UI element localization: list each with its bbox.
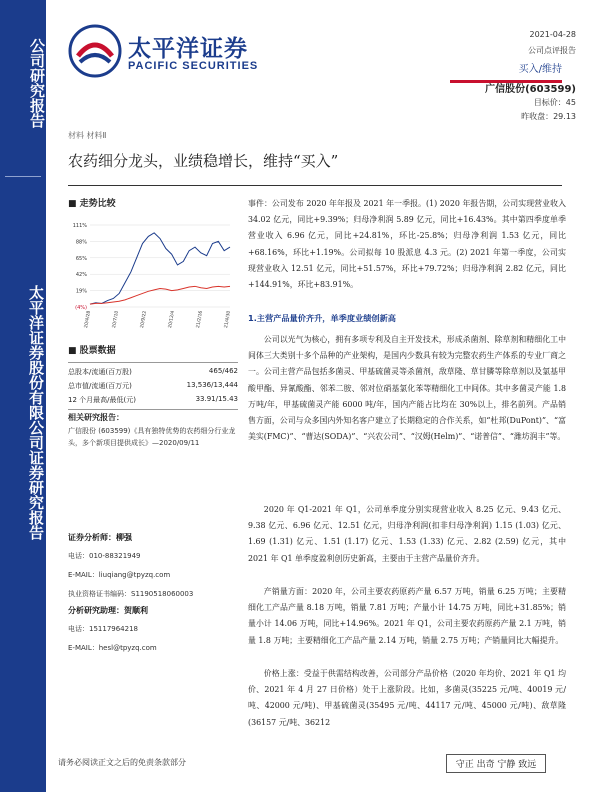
paragraph-price: 价格上涨：受益于供需结构改善，公司部分产品价格（2020 年均价、2021 年 Q1 均价、2021 年 4 月 27 日价格）处于上涨阶段。比如，多菌灵(35225 元/吨、40019 元/吨、42000 元/吨)、甲基硫菌灵(35495 元/吨、44117 元/吨、45000 元/吨)、敌草隆(36157 元/吨、36212 <box>248 669 566 727</box>
sidebar <box>0 0 46 792</box>
logo <box>68 24 278 80</box>
analyst-2-name: 分析研究助理：贺顺利 <box>68 606 148 615</box>
report-date: 2021-04-28 <box>529 30 576 39</box>
x-tick-label: 20/7/10 <box>112 310 120 329</box>
report-type: 公司点评报告 <box>528 46 576 55</box>
x-tick-label: 20/4/28 <box>84 310 92 329</box>
analyst-1-phone: 电话：010-88321949 <box>68 552 141 560</box>
slogan: 守正 出奇 宁静 致远 <box>446 754 546 773</box>
table-row <box>68 393 238 407</box>
sidebar-company: 太平洋证券股份有限公司证券研究报告 <box>27 284 45 540</box>
table-row <box>68 379 238 393</box>
trend-chart <box>66 215 236 345</box>
report-title: 农药细分龙头，业绩稳增长，维持“买入” <box>68 152 339 170</box>
y-tick-label: (4%) <box>75 305 87 311</box>
analyst-1-email: E-MAIL：liuqiang@tpyzq.com <box>68 571 171 579</box>
related-heading: 相关研究报告： <box>68 413 124 422</box>
stock-name: 广信股份(603599) <box>485 84 576 95</box>
table-row <box>68 365 238 379</box>
analyst-1-name: 证券分析师：柳强 <box>68 533 132 542</box>
table-rule <box>68 362 238 363</box>
analyst-1-license: 执业资格证书编码：S1190518060003 <box>68 590 194 598</box>
trend-heading: ■ 走势比较 <box>68 199 116 209</box>
y-tick-label: 42% <box>75 272 87 279</box>
paragraph-business: 公司以光气为核心，拥有多项专利及自主开发技术，形成杀菌剂、除草剂和精细化工中间体三大类别十多个品种的产业架构，是国内少数具有较为完整农药生产体系的专业厂商之一。公司主营产品包括多菌灵、甲基硫菌灵等杀菌剂，敌草隆、草甘膦等除草剂以及氯基甲酸甲酯、异氰酸酯、邻苯二胺、邻对位硝基氯化苯等精细化工中间体。其中多菌灵产能 1.8 万吨/年，甲基硫菌灵产能 6000 吨/年，国内产能占比均在 30%以上，排名前列。产品销售方面，公司与众多国内外知名客户建立了长期稳定的合作关系，如“杜邦(DuPont)”、“富美实(FMC)”、“曹达(SODA)”、“兴农公司”、“汉姆(Helm)”、“诺普信”、“潍坊润丰”等。 <box>248 335 566 442</box>
y-tick-label: 88% <box>75 239 87 246</box>
series-line-0 <box>90 233 230 304</box>
table-rule <box>68 409 238 410</box>
close-price: 昨收盘：29.13 <box>521 112 576 121</box>
analyst-2-email: E-MAIL：hesl@tpyzq.com <box>68 644 157 652</box>
stock-data-heading: ■ 股票数据 <box>68 346 116 356</box>
logo-cn: 太平洋证券 <box>128 36 248 62</box>
row-label: 总市值/流通(百万元) <box>68 382 132 390</box>
section-subheading: 1.主营产品量价齐升，单季度业绩创新高 <box>248 313 396 323</box>
stock-data-table <box>68 360 238 412</box>
series-line-1 <box>90 286 230 304</box>
paragraph-volume: 产销量方面：2020 年，公司主要农药原药产量 6.57 万吨，销量 6.25 万吨；主要精细化工产品产量 8.18 万吨，销量 7.81 万吨；产量小计 14.75 万吨，同比+31.85%；销量小计 14.06 万吨，同比+14.96%。2021 年 Q1，公司主要农药原药产量 2.1 万吨，销量 1.8 万吨；主要精细化工产品产量 2.14 万吨，销量 2.75 万吨；产销量同比大幅提升。 <box>248 587 566 645</box>
paragraph-quarterly: 2020 年 Q1-2021 年 Q1，公司单季度分别实现营业收入 8.25 亿元、9.43 亿元、9.38 亿元、6.96 亿元、12.51 亿元，归母净利润(扣非归母净利润) 1.15 (1.03) 亿元、1.69 (1.31) 亿元、1.51 (1.17) 亿元、1.53 (1.33) 亿元、2.82 (2.59) 亿元，其中 2021 年 Q1 单季度盈利创历史新高，主要由于主营产品量价齐升。 <box>248 505 566 563</box>
x-tick-label: 21/4/30 <box>224 310 232 329</box>
y-tick-label: 111% <box>72 223 87 229</box>
logo-en: PACIFIC SECURITIES <box>128 60 259 72</box>
y-tick-label: 65% <box>75 255 87 262</box>
sidebar-report-type: 公司研究报告 <box>28 38 46 128</box>
row-label: 总股本/流通(百万股) <box>68 368 132 376</box>
x-tick-label: 21/2/16 <box>196 310 204 329</box>
sidebar-divider <box>5 176 41 177</box>
related-body: 广信股份 (603599)《具有独特优势的农药细分行业龙头，多个新项目提供成长》—2020/09/11 <box>68 427 236 447</box>
row-value: 465/462 <box>208 367 238 375</box>
title-rule <box>68 185 562 186</box>
row-value: 13,536/13,444 <box>186 381 238 389</box>
row-label: 12 个月最高/最低(元) <box>68 396 136 404</box>
x-tick-label: 20/12/4 <box>168 310 176 329</box>
row-value: 33.91/15.43 <box>195 395 238 403</box>
y-tick-label: 19% <box>75 288 87 295</box>
rating: 买入/维持 <box>450 60 562 83</box>
x-tick-label: 20/9/22 <box>140 310 148 329</box>
disclaimer-footer: 请务必阅读正文之后的免责条款部分 <box>58 758 186 767</box>
target-price: 目标价：45 <box>533 98 576 107</box>
analyst-2-phone: 电话：15117964218 <box>68 625 138 633</box>
logo-icon <box>68 24 122 78</box>
event-paragraph: 事件：公司发布 2020 年年报及 2021 年一季报。(1) 2020 年报告期，公司实现营业收入 34.02 亿元，同比+9.39%；归母净利润 5.89 亿元，同比+16.43%。其中第四季度单季营业收入 6.96 亿元，同比+24.81%，环比-25.8%；归母净利润 1.53 亿元，同比+68.16%，环比+1.19%。公司拟每 10 股派息 4.3 元。(2) 2021 年第一季度，公司实现营业收入 12.51 亿元，同比+51.57%，环比+79.72%；归母净利润 2.82 亿元，同比+144.91%，环比+83.91%。 <box>248 199 566 290</box>
category: 材料 材料Ⅱ <box>68 131 107 140</box>
